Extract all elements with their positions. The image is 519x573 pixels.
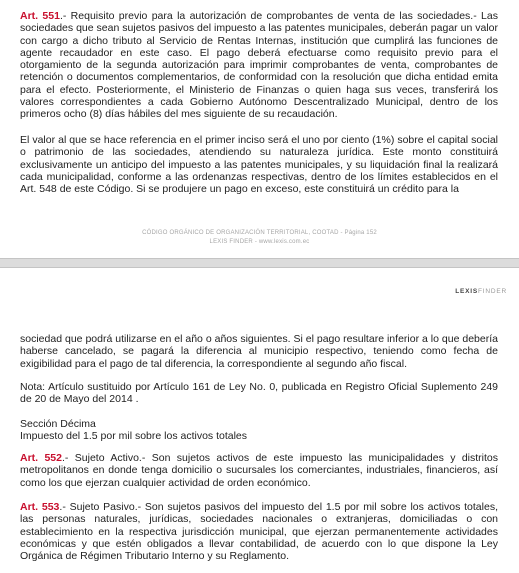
article-553-text: .- Sujeto Pasivo.- Son sujetos pasivos del impuesto del 1.5 por mil sobre los activos totales, las personas naturales, jurídicas, sociedades nacionales o extranjeras, domiciliadas o con establecimiento en la respectiva jurisdicción municipal, que ejerzan permanentemente actividades económicas y que estén obligados a llevar contabilidad, de acuerdo con lo que dispone la Ley Orgánica de Régimen Tributario Interno y su Reglamento. [20,501,498,563]
document-page-152 [0,0,519,258]
article-551-continuation: sociedad que podrá utilizarse en el año o años siguientes. Si el pago resultare inferior a lo que debería haberse cancelado, se pagará la diferencia al municipio respectivo, teniendo como fecha de exigibilidad para el pago de tal diferencia, la correspondiente al segundo año fiscal. [20,333,498,370]
document-page-153 [0,268,519,573]
article-551-paragraph-2: El valor al que se hace referencia en el primer inciso será el uno por ciento (1%) sobre el capital social o patrimonio de las sociedades, atendiendo su naturaleza jurídica. Este monto constituirá exclusivamente un anticipo del impuesto a las patentes municipales, y su liquidación final la realizará cada municipalidad, conforme a las ordenanzas respectivas, dentro de los límites establecidos en el Art. 548 de este Código. Si se produjere un pago en exceso, este constituirá un crédito para la [20,134,498,196]
article-551-text: .- Requisito previo para la autorización de comprobantes de venta de las sociedades.- Las sociedades que sean sujetos pasivos del impuesto a las patentes municipales, deberán pagar un valor con cargo a dicho tributo al Servicio de Rentas Internas, institución que cumplirá las funciones de agente recaudador en este caso. El pago deberá efectuarse como requisito previo para el otorgamiento de la segunda autorización para imprimir comprobantes de venta, comprobantes de retención o documentos complementarios, de conformidad con la resolución que dicha entidad emita para el efecto. Posteriormente, el Ministerio de Finanzas o quien haga sus veces, transferirá los valores correspondientes a cada Gobierno Autónomo Descentralizado Municipal, dentro de los primeros ocho (8) días hábiles del mes siguiente de su recaudación. [20,10,498,121]
lexis-finder-logo: LEXISFINDER [455,288,507,295]
article-552-text: .- Sujeto Activo.- Son sujetos activos de este impuesto las municipalidades y distritos metropolitanos en donde tenga domicilio o sucursales los comerciantes, industriales, financieros, así como los que ejerzan cualquier actividad de orden económico. [20,452,498,489]
article-552 [20,452,498,489]
article-553 [20,501,498,562]
article-552-number: Art. 552 [20,452,62,464]
section-title: Sección Décima [20,418,96,430]
section-subtitle: Impuesto del 1.5 por mil sobre los activos totales [20,430,248,442]
amendment-note: Nota: Artículo sustituido por Artículo 161 de Ley No. 0, publicada en Registro Oficial Suplemento 249 de 20 de Mayo del 2014 . [20,381,498,406]
page-separator [0,258,519,268]
article-553-number: Art. 553 [20,501,60,513]
article-551-number: Art. 551 [20,10,60,22]
page-footer-site: LEXIS FINDER - www.lexis.com.ec [209,239,310,245]
page-footer-title: CÓDIGO ORGÁNICO DE ORGANIZACIÓN TERRITORIAL, COOTAD - Página 152 [142,230,377,236]
article-551 [20,10,498,121]
